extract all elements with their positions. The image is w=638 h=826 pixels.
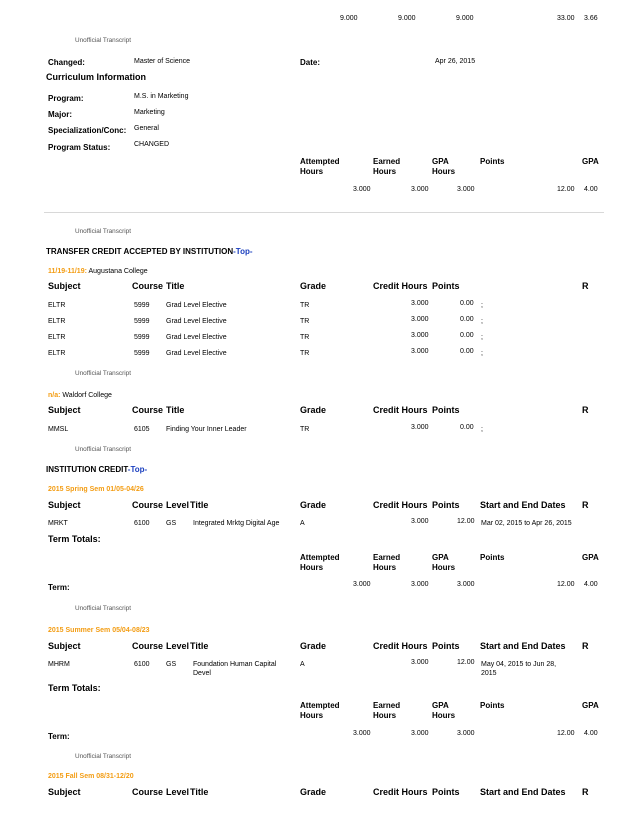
col-level: Level <box>166 641 190 651</box>
cell-grade: A <box>300 661 305 668</box>
cell-credit: 3.000 <box>411 518 429 525</box>
col-course: Course <box>132 641 164 651</box>
hdr-attempted: Attempted <box>300 157 340 166</box>
col-dates: Start and End Dates <box>480 500 566 510</box>
cell-subject: MHRM <box>48 661 70 668</box>
col-credit: Credit Hours <box>373 500 428 510</box>
term-totals-label: Term Totals: <box>48 534 101 544</box>
institution-dates: n/a: <box>48 392 61 399</box>
cell-course: 5999 <box>134 302 150 309</box>
col-points: Points <box>432 500 460 510</box>
col-credit: Credit Hours <box>373 281 428 291</box>
top-link[interactable]: -Top- <box>233 247 253 256</box>
cell-title: Finding Your Inner Leader <box>166 426 247 433</box>
term-attempted: 3.000 <box>353 581 371 588</box>
institution-name: Augustana College <box>88 268 148 275</box>
col-points: Points <box>432 281 460 291</box>
curr-earned: 3.000 <box>411 186 429 193</box>
col-subject: Subject <box>48 500 81 510</box>
hdr-attempted: Attempted <box>300 701 340 710</box>
col-level: Level <box>166 500 190 510</box>
curr-gpa-hours: 3.000 <box>457 186 475 193</box>
spec-value: General <box>134 125 159 132</box>
cell-credit: 3.000 <box>411 300 429 307</box>
term-name: 2015 Fall Sem 08/31-12/20 <box>48 773 134 780</box>
col-course: Course <box>132 281 164 291</box>
term-points: 12.00 <box>557 730 575 737</box>
hdr-attempted: Attempted <box>300 553 340 562</box>
col-title: Title <box>190 641 209 651</box>
col-course: Course <box>132 405 164 415</box>
divider <box>44 212 604 213</box>
top-attempted: 9.000 <box>340 15 358 22</box>
col-grade: Grade <box>300 500 327 510</box>
hdr-earned: Earned <box>373 157 401 166</box>
institution-dates: 11/19-11/19: <box>48 268 87 275</box>
col-subject: Subject <box>48 405 81 415</box>
cell-points: 0.00 <box>460 300 474 307</box>
institution-name: Waldorf College <box>62 392 112 399</box>
hdr-gpa-col: GPA <box>582 701 599 710</box>
institution-title <box>46 465 147 474</box>
top-earned: 9.000 <box>398 15 416 22</box>
curr-points: 12.00 <box>557 186 575 193</box>
cell-course: 6105 <box>134 426 150 433</box>
col-credit: Credit Hours <box>373 787 428 797</box>
cell-credit: 3.000 <box>411 316 429 323</box>
cell-subject: ELTR <box>48 318 66 325</box>
cell-dates-cont: 2015 <box>481 670 497 677</box>
col-title: Title <box>166 281 185 291</box>
top-points: 33.00 <box>557 15 575 22</box>
cell-title: Grad Level Elective <box>166 318 227 325</box>
cell-dates: Mar 02, 2015 to Apr 26, 2015 <box>481 520 572 527</box>
col-title: Title <box>166 405 185 415</box>
curriculum-title: Curriculum Information <box>46 72 147 82</box>
cell-grade: TR <box>300 426 310 433</box>
col-points: Points <box>432 405 460 415</box>
cell-title: Grad Level Elective <box>166 302 227 309</box>
cell-grade: TR <box>300 318 310 325</box>
hdr-gpa: GPA <box>432 701 449 710</box>
col-title: Title <box>190 500 209 510</box>
col-credit: Credit Hours <box>373 405 428 415</box>
col-r: R <box>582 281 589 291</box>
cell-points: 12.00 <box>457 518 475 525</box>
cell-r: ; <box>481 350 483 357</box>
hdr-attempted-hours: Hours <box>300 167 324 176</box>
major-label: Major: <box>48 110 72 119</box>
unofficial-note: Unofficial Transcript <box>75 370 131 377</box>
term-gpa-hours: 3.000 <box>457 730 475 737</box>
col-course: Course <box>132 787 164 797</box>
col-title: Title <box>190 787 209 797</box>
program-value: M.S. in Marketing <box>134 93 189 100</box>
top-gpa: 3.66 <box>584 15 598 22</box>
unofficial-note: Unofficial Transcript <box>75 37 131 44</box>
col-subject: Subject <box>48 787 81 797</box>
cell-credit: 3.000 <box>411 659 429 666</box>
col-dates: Start and End Dates <box>480 787 566 797</box>
col-credit: Credit Hours <box>373 641 428 651</box>
term-earned: 3.000 <box>411 581 429 588</box>
cell-subject: ELTR <box>48 334 66 341</box>
col-course: Course <box>132 500 164 510</box>
term-attempted: 3.000 <box>353 730 371 737</box>
curr-gpa: 4.00 <box>584 186 598 193</box>
cell-title: Grad Level Elective <box>166 334 227 341</box>
cell-title-cont: Devel <box>193 670 211 677</box>
cell-subject: MMSL <box>48 426 69 433</box>
cell-subject: ELTR <box>48 302 66 309</box>
term-gpa-hours: 3.000 <box>457 581 475 588</box>
hdr-points: Points <box>480 157 505 166</box>
hdr-attempted-hours: Hours <box>300 563 324 572</box>
col-grade: Grade <box>300 405 327 415</box>
hdr-earned-hours: Hours <box>373 167 397 176</box>
term-name: 2015 Summer Sem 05/04-08/23 <box>48 627 150 634</box>
cell-grade: A <box>300 520 305 527</box>
hdr-earned-hours: Hours <box>373 563 397 572</box>
col-grade: Grade <box>300 281 327 291</box>
hdr-attempted-hours: Hours <box>300 711 324 720</box>
col-level: Level <box>166 787 190 797</box>
changed-value: Master of Science <box>134 58 191 65</box>
term-points: 12.00 <box>557 581 575 588</box>
institution-title-text: INSTITUTION CREDIT <box>46 465 128 474</box>
cell-level: GS <box>166 661 177 668</box>
top-gpa-hours: 9.000 <box>456 15 474 22</box>
col-r: R <box>582 405 589 415</box>
hdr-gpa: GPA <box>432 553 449 562</box>
cell-subject: ELTR <box>48 350 66 357</box>
term-name: 2015 Spring Sem 01/05-04/26 <box>48 486 144 493</box>
term-gpa: 4.00 <box>584 581 598 588</box>
major-value: Marketing <box>134 109 165 116</box>
changed-label: Changed: <box>48 58 85 67</box>
cell-credit: 3.000 <box>411 348 429 355</box>
cell-dates: May 04, 2015 to Jun 28, <box>481 661 557 668</box>
cell-grade: TR <box>300 334 310 341</box>
transfer-title <box>46 247 253 256</box>
col-grade: Grade <box>300 641 327 651</box>
hdr-gpa-hours: Hours <box>432 167 456 176</box>
col-subject: Subject <box>48 281 81 291</box>
col-r: R <box>582 641 589 651</box>
top-link[interactable]: -Top- <box>127 465 148 474</box>
col-points: Points <box>432 787 460 797</box>
hdr-earned: Earned <box>373 701 401 710</box>
hdr-earned: Earned <box>373 553 401 562</box>
col-subject: Subject <box>48 641 81 651</box>
term-earned: 3.000 <box>411 730 429 737</box>
hdr-points: Points <box>480 553 505 562</box>
hdr-gpa-hours: Hours <box>432 563 456 572</box>
cell-r: ; <box>481 334 483 341</box>
cell-title: Integrated Mrktg Digital Age <box>193 520 280 527</box>
cell-r: ; <box>481 302 483 309</box>
institution-heading <box>48 392 112 399</box>
program-label: Program: <box>48 94 84 103</box>
date-label: Date: <box>300 58 321 67</box>
unofficial-note: Unofficial Transcript <box>75 228 131 235</box>
institution-heading <box>48 268 148 275</box>
unofficial-note: Unofficial Transcript <box>75 753 131 760</box>
cell-title: Foundation Human Capital <box>193 661 277 668</box>
col-r: R <box>582 500 589 510</box>
cell-points: 0.00 <box>460 348 474 355</box>
cell-course: 5999 <box>134 318 150 325</box>
cell-course: 5999 <box>134 334 150 341</box>
hdr-gpa-col: GPA <box>582 553 599 562</box>
col-grade: Grade <box>300 787 327 797</box>
cell-course: 5999 <box>134 350 150 357</box>
cell-subject: MRKT <box>48 520 68 527</box>
term-gpa: 4.00 <box>584 730 598 737</box>
cell-course: 6100 <box>134 520 150 527</box>
hdr-gpa-col: GPA <box>582 157 599 166</box>
hdr-gpa-hours: Hours <box>432 711 456 720</box>
cell-grade: TR <box>300 302 310 309</box>
term-label: Term: <box>48 732 70 741</box>
cell-credit: 3.000 <box>411 424 429 431</box>
cell-credit: 3.000 <box>411 332 429 339</box>
cell-points: 0.00 <box>460 424 474 431</box>
hdr-gpa: GPA <box>432 157 449 166</box>
col-points: Points <box>432 641 460 651</box>
cell-points: 12.00 <box>457 659 475 666</box>
cell-r: ; <box>481 426 483 433</box>
spec-label: Specialization/Conc: <box>48 126 127 135</box>
status-label: Program Status: <box>48 143 111 152</box>
term-label: Term: <box>48 583 70 592</box>
term-totals-label: Term Totals: <box>48 683 101 693</box>
cell-title: Grad Level Elective <box>166 350 227 357</box>
hdr-earned-hours: Hours <box>373 711 397 720</box>
cell-points: 0.00 <box>460 332 474 339</box>
hdr-points: Points <box>480 701 505 710</box>
status-value: CHANGED <box>134 141 170 148</box>
cell-points: 0.00 <box>460 316 474 323</box>
unofficial-note: Unofficial Transcript <box>75 446 131 453</box>
curr-attempted: 3.000 <box>353 186 371 193</box>
cell-level: GS <box>166 520 177 527</box>
cell-grade: TR <box>300 350 310 357</box>
transfer-title-text: TRANSFER CREDIT ACCEPTED BY INSTITUTION <box>46 247 234 256</box>
date-value: Apr 26, 2015 <box>435 58 476 65</box>
cell-course: 6100 <box>134 661 150 668</box>
unofficial-note: Unofficial Transcript <box>75 605 131 612</box>
col-r: R <box>582 787 589 797</box>
col-dates: Start and End Dates <box>480 641 566 651</box>
cell-r: ; <box>481 318 483 325</box>
